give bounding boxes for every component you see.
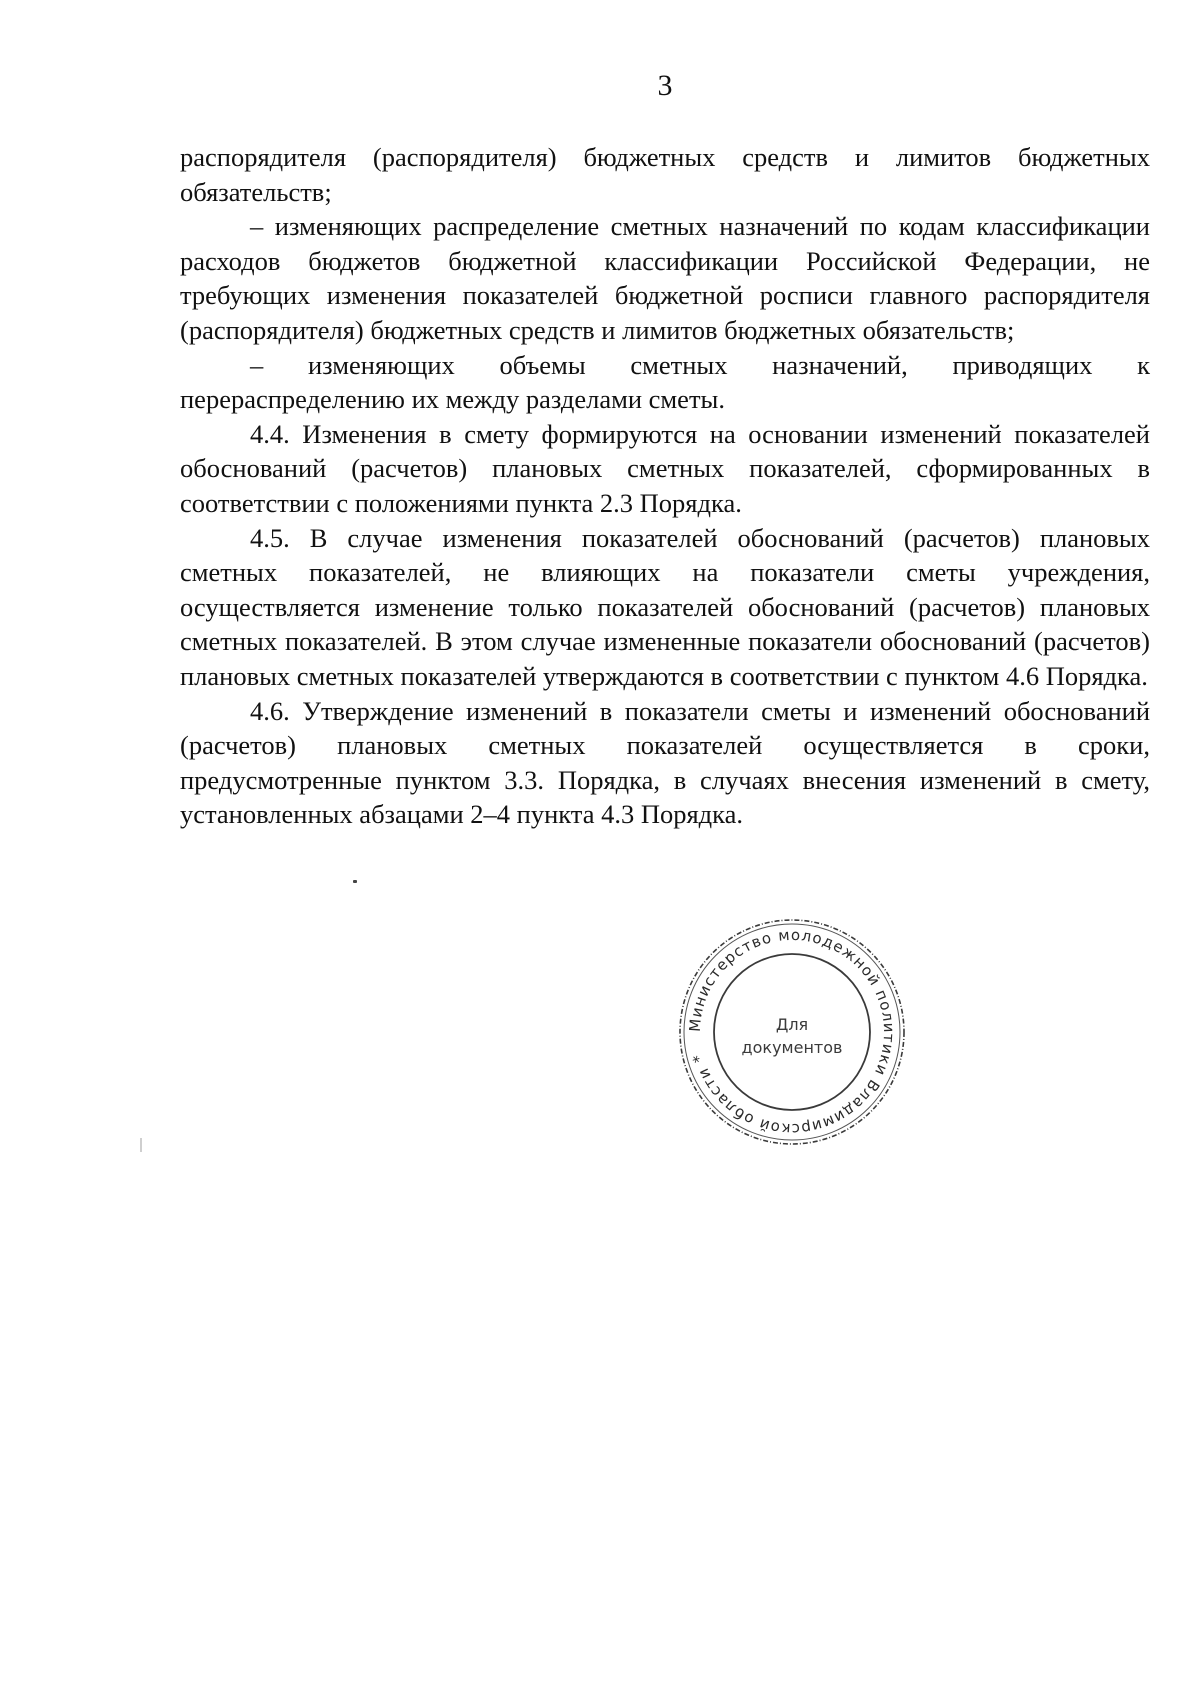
paragraph-4-5: 4.5. В случае изменения показателей обоснований (расчетов) плановых сметных показателей, не влияющих на показатели сметы учреждения, осуществляется изменение только показателей обоснований (расчетов) плановых сметных показателей. В этом случае измененные показатели обоснований (расчетов) плановых сметных показателей утверждаются в соответствии с пунктом 4.6 Порядка. (180, 522, 1150, 691)
paragraph-continuation: распорядителя (распорядителя) бюджетных средств и лимитов бюджетных обязательств; (180, 142, 1150, 207)
official-stamp (672, 912, 912, 1152)
scan-speck (353, 880, 357, 883)
paragraph-4-6: 4.6. Утверждение изменений в показатели сметы и изменений обоснований (расчетов) плановых сметных показателей осуществляется в сроки, предусмотренные пунктом 3.3. Порядка, в случаях внесения изменений в смету, установленных абзацами 2–4 пункта 4.3 Порядка. (180, 695, 1150, 830)
page-number: 3 (657, 69, 673, 102)
stamp-ring-text: Министерство молодежной политики Владимирской области * (685, 925, 899, 1139)
scan-artifact (140, 1138, 142, 1152)
paragraph-4-4: 4.4. Изменения в смету формируются на основании изменений показателей обоснований (расчетов) плановых сметных показателей, сформированных в соответствии с положениями пункта 2.3 Порядка. (180, 418, 1150, 518)
stamp-center-line-2: документов (741, 1038, 843, 1057)
stamp-center-line-1: Для (775, 1015, 809, 1034)
paragraph-list-item-2: – изменяющих объемы сметных назначений, приводящих к перераспределению их между разделами сметы. (180, 349, 1150, 415)
paragraph-list-item-1: – изменяющих распределение сметных назначений по кодам классификации расходов бюджетов бюджетной классификации Российской Федерации, не требующих изменения показателей бюджетной росписи главного распорядителя (распорядителя) бюджетных средств и лимитов бюджетных обязательств; (180, 211, 1150, 345)
document-body (180, 140, 1150, 832)
stamp-seal-icon (672, 912, 912, 1152)
